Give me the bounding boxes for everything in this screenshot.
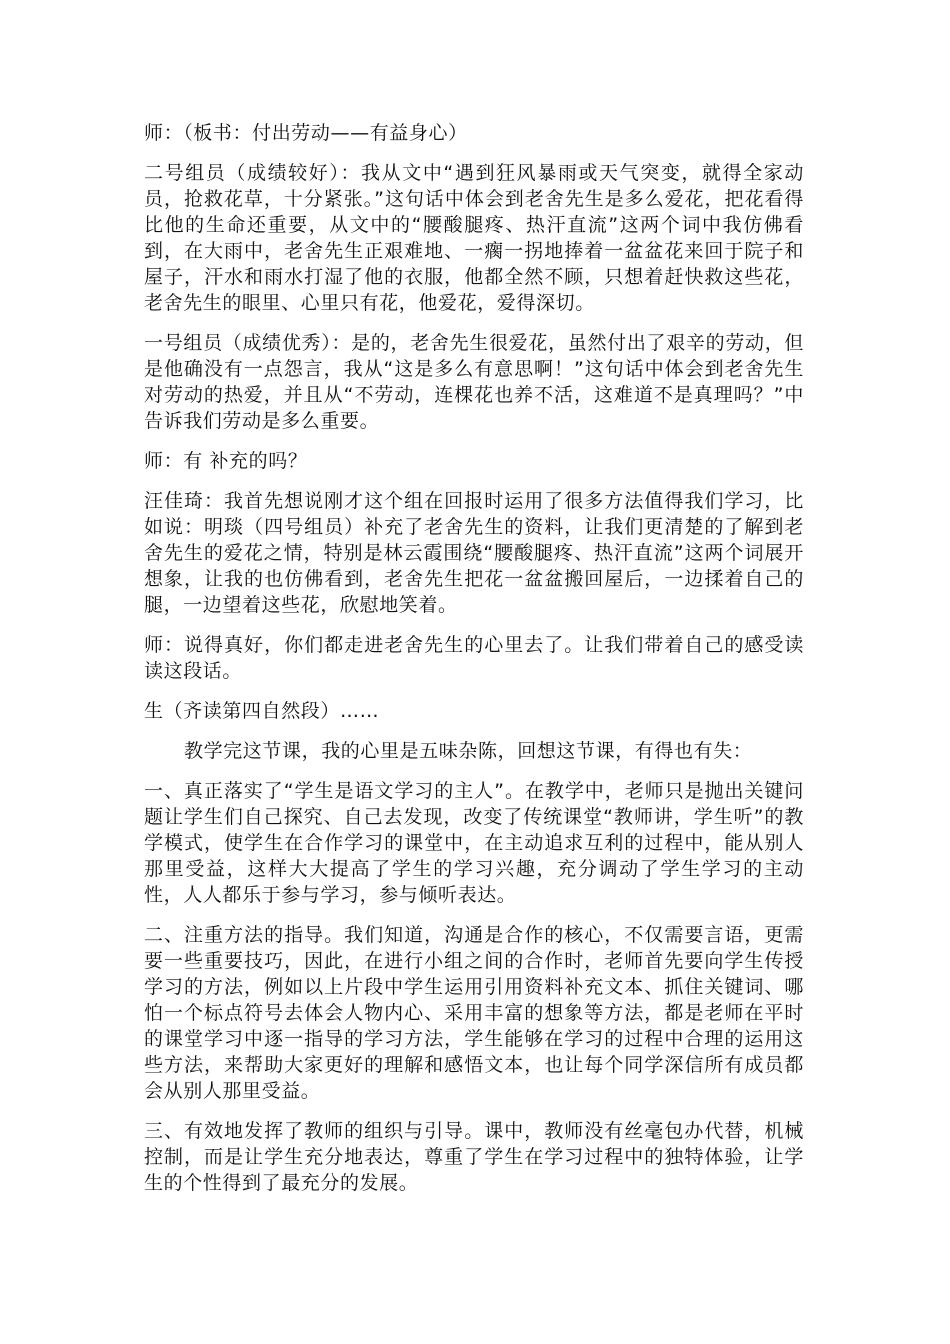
paragraph-teacher-board: 师：（板书：付出劳动——有益身心）	[144, 122, 468, 144]
paragraph-point-two: 二、注重方法的指导。我们知道，沟通是合作的核心，不仅需要言语，更需要一些重要技巧，因此，在进行小组之间的合作时，老师首先要向学生传授学习的方法，例如以上片段中学生运用引用资料补充文本、抓住关键词、哪怕一个标点符号去体会人物内心、采用丰富的想象等方法，都是老师在平时的课堂学习中逐一指导的学习方法，学生能够在学习的过程中合理的运用这些方法，来帮助大家更好的理解和感悟文本，也让每个同学深信所有成员都会从别人那里受益。	[144, 924, 804, 1102]
paragraph-teacher-question: 师：有 补充的吗？	[144, 450, 308, 472]
paragraph-wang-jiaqi: 汪佳琦：我首先想说刚才这个组在回报时运用了很多方法值得我们学习，比如说：明琰（四号组员）补充了老舍先生的资料，让我们更清楚的了解到老舍先生的爱花之情，特别是林云霞围绕“腰酸腿疼、热汗直流”这两个词展开想象，让我的也仿佛看到，老舍先生把花一盆盆搬回屋后，一边揉着自己的腿，一边望着这些花，欣慰地笑着。	[144, 490, 804, 616]
paragraph-teacher-praise: 师：说得真好，你们都走进老舍先生的心里去了。让我们带着自己的感受读读这段话。	[144, 634, 804, 682]
paragraph-point-three: 三、有效地发挥了教师的组织与引导。课中，教师没有丝毫包办代替，机械控制，而是让学生充分地表达，尊重了学生在学习过程中的独特体验，让学生的个性得到了最充分的发展。	[144, 1120, 804, 1194]
paragraph-students-read: 生（齐读第四自然段）……	[144, 700, 380, 722]
paragraph-member-two: 二号组员（成绩较好）：我从文中“遇到狂风暴雨或天气突变，就得全家动员，抢救花草，十分紧张。”这句话中体会到老舍先生是多么爱花，把花看得比他的生命还重要，从文中的“腰酸腿疼、热汗直流”这两个词中我仿佛看到，在大雨中，老舍先生正艰难地、一瘸一拐地捧着一盆盆花来回于院子和屋子，汗水和雨水打湿了他的衣服，他都全然不顾，只想着赶快救这些花，老舍先生的眼里、心里只有花，他爱花，爱得深切。	[144, 162, 804, 314]
paragraph-member-one: 一号组员（成绩优秀）：是的，老舍先生很爱花，虽然付出了艰辛的劳动，但是他确没有一点怨言，我从“这是多么有意思啊！”这句话中体会到老舍先生对劳动的热爱，并且从“不劳动，连棵花也养不活，这难道不是真理吗？”中告诉我们劳动是多么重要。	[144, 332, 804, 432]
document-page	[144, 120, 804, 1210]
paragraph-reflection-intro: 教学完这节课，我的心里是五味杂陈，回想这节课，有得也有失：	[184, 740, 753, 762]
paragraph-point-one: 一、真正落实了“学生是语文学习的主人”。在教学中，老师只是抛出关键问题让学生们自己探究、自己去发现，改变了传统课堂“教师讲，学生听”的教学模式，使学生在合作学习的课堂中，在主动追求互利的过程中，能从别人那里受益，这样大大提高了学生的学习兴趣，充分调动了学生学习的主动性，人人都乐于参与学习，参与倾听表达。	[144, 780, 804, 906]
